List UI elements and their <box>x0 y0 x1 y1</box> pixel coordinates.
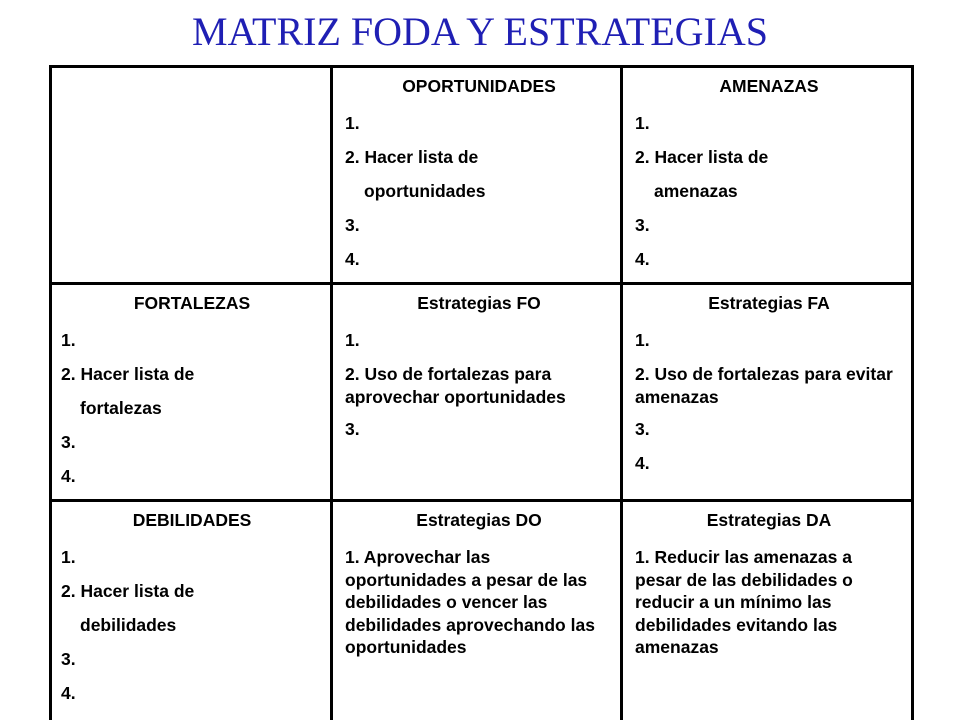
oportunidades-item: 3. <box>345 215 360 235</box>
debilidades-item: 3. <box>61 649 76 669</box>
amenazas-cell <box>635 76 903 282</box>
estrategias-fa-cell <box>635 293 903 486</box>
page-title: MATRIZ FODA Y ESTRATEGIAS <box>192 9 768 54</box>
fortalezas-item: 1. <box>61 330 76 350</box>
fortalezas-cell <box>61 293 323 499</box>
estrategias-fo-item: 3. <box>345 419 360 439</box>
amenazas-item: 2. Hacer lista de <box>635 147 769 167</box>
column-divider-2 <box>620 65 623 720</box>
estrategias-do-text: 1. Aprovechar las oportunidades a pesar de las debilidades o vencer las debilidades aprovechando las oportunidades <box>345 547 595 657</box>
estrategias-da-heading: Estrategias DA <box>706 510 832 530</box>
estrategias-fo-item: 2. Uso de fortalezas para aprovechar oportunidades <box>345 364 566 407</box>
estrategias-fo-heading: Estrategias FO <box>417 293 541 313</box>
fortalezas-item: fortalezas <box>80 398 162 418</box>
debilidades-item: 4. <box>61 683 76 703</box>
amenazas-item: amenazas <box>654 181 738 201</box>
oportunidades-cell <box>345 76 613 282</box>
estrategias-fo-cell <box>345 293 613 452</box>
debilidades-item: 2. Hacer lista de <box>61 581 195 601</box>
oportunidades-heading: OPORTUNIDADES <box>402 76 556 96</box>
estrategias-do-cell <box>345 510 613 669</box>
estrategias-fa-item: 2. Uso de fortalezas para evitar amenazas <box>635 364 893 407</box>
debilidades-cell <box>61 510 323 716</box>
column-divider-1 <box>330 65 333 720</box>
estrategias-fa-item: 4. <box>635 453 650 473</box>
estrategias-fa-item: 1. <box>635 330 650 350</box>
amenazas-item: 3. <box>635 215 650 235</box>
row-divider-1 <box>49 282 914 285</box>
debilidades-item: 1. <box>61 547 76 567</box>
estrategias-do-heading: Estrategias DO <box>416 510 542 530</box>
fortalezas-heading: FORTALEZAS <box>133 293 251 313</box>
estrategias-fa-heading: Estrategias FA <box>708 293 830 313</box>
oportunidades-item: oportunidades <box>364 181 486 201</box>
row-divider-2 <box>49 499 914 502</box>
fortalezas-item: 3. <box>61 432 76 452</box>
oportunidades-item: 4. <box>345 249 360 269</box>
estrategias-fa-item: 3. <box>635 419 650 439</box>
oportunidades-item: 1. <box>345 113 360 133</box>
amenazas-item: 4. <box>635 249 650 269</box>
fortalezas-item: 2. Hacer lista de <box>61 364 195 384</box>
debilidades-heading: DEBILIDADES <box>132 510 252 530</box>
estrategias-fo-item: 1. <box>345 330 360 350</box>
corner-cell <box>52 68 330 282</box>
fortalezas-item: 4. <box>61 466 76 486</box>
debilidades-item: debilidades <box>80 615 177 635</box>
amenazas-heading: AMENAZAS <box>719 76 819 96</box>
oportunidades-item: 2. Hacer lista de <box>345 147 479 167</box>
estrategias-da-cell <box>635 510 903 669</box>
estrategias-da-text: 1. Reducir las amenazas a pesar de las debilidades o reducir a un mínimo las debilidades evitando las amenazas <box>635 547 853 657</box>
amenazas-item: 1. <box>635 113 650 133</box>
